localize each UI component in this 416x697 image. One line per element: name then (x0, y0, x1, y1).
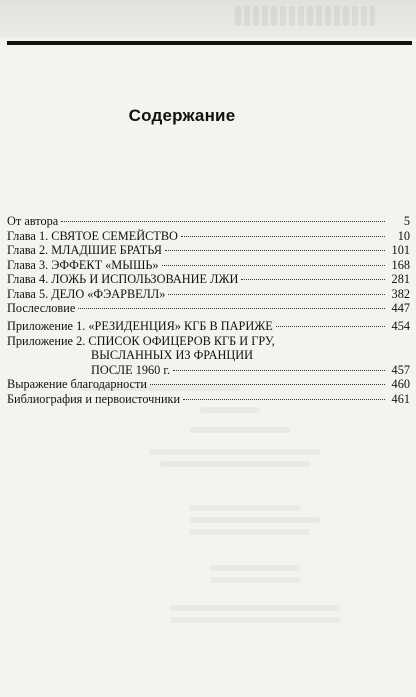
toc-entry-page: 454 (391, 319, 410, 333)
toc-entry-label: ПОСЛЕ 1960 г. (91, 362, 171, 377)
toc-entry-chapter-1 (7, 229, 410, 244)
toc-entry-chapter-4 (7, 272, 410, 287)
toc-entry-author-note (7, 214, 410, 229)
contents-heading: Содержание (128, 106, 236, 125)
toc-entry-label: Выражение благодарности (7, 377, 147, 391)
toc-entry-label: От автора (7, 214, 59, 228)
toc-entry-label: Послесловие (7, 301, 76, 315)
toc-entry-page: 168 (391, 257, 410, 272)
toc-entry-bibliography (7, 392, 410, 407)
toc-entry-page: 447 (391, 301, 410, 315)
toc-leader (168, 294, 385, 295)
header-rule (7, 41, 412, 45)
toc-leader (78, 308, 385, 309)
toc-entry-chapter-5 (7, 287, 410, 302)
toc-leader (276, 326, 385, 327)
toc-entry-label: Глава 2. МЛАДШИЕ БРАТЬЯ (7, 243, 162, 257)
toc-entry-chapter-3 (7, 258, 410, 273)
toc-entry-appendix-1 (7, 319, 410, 334)
toc-entry-page: 5 (403, 214, 410, 228)
toc-entry-appendix-2-line-1 (7, 334, 410, 349)
toc-entry-page: 457 (391, 362, 410, 377)
toc-entry-label: ВЫСЛАННЫХ ИЗ ФРАНЦИИ (91, 348, 253, 362)
bleed-text (235, 6, 375, 26)
bleed-through-strip (0, 0, 416, 38)
toc-entry-label: Приложение 2. СПИСОК ОФИЦЕРОВ КГБ И ГРУ, (7, 333, 275, 348)
toc-leader (173, 370, 385, 371)
toc-leader (61, 221, 385, 222)
toc-entry-page: 460 (391, 377, 410, 391)
toc-leader (165, 250, 385, 251)
toc-entry-label: Глава 5. ДЕЛО «ФЭАРВЕЛЛ» (7, 286, 166, 301)
toc-entry-acknowledgements (7, 377, 410, 392)
toc-leader (162, 265, 385, 266)
toc-entry-label: Глава 1. СВЯТОЕ СЕМЕЙСТВО (7, 228, 178, 243)
toc-entry-chapter-2 (7, 243, 410, 258)
toc-entry-page: 461 (391, 391, 410, 406)
toc-entry-appendix-2-line-2 (7, 348, 410, 363)
toc-entry-label: Глава 4. ЛОЖЬ И ИСПОЛЬЗОВАНИЕ ЛЖИ (7, 272, 239, 286)
toc-entry-page: 10 (397, 228, 410, 243)
toc-entry-page: 382 (391, 286, 410, 301)
toc-entry-afterword (7, 301, 410, 316)
toc-leader (241, 279, 385, 280)
toc-entry-label: Глава 3. ЭФФЕКТ «МЫШЬ» (7, 257, 159, 272)
toc-leader (181, 236, 385, 237)
toc-leader (183, 399, 385, 400)
toc-entry-page: 101 (391, 243, 410, 257)
toc-appendix-section (7, 319, 410, 406)
toc-leader (150, 384, 385, 385)
toc-entry-label: Библиография и первоисточники (7, 391, 181, 406)
toc-entry-label: Приложение 1. «РЕЗИДЕНЦИЯ» КГБ В ПАРИЖЕ (7, 319, 273, 333)
toc-entry-page: 281 (391, 272, 410, 286)
toc-entry-appendix-2-line-3 (7, 363, 410, 378)
toc-main-section (7, 214, 410, 316)
